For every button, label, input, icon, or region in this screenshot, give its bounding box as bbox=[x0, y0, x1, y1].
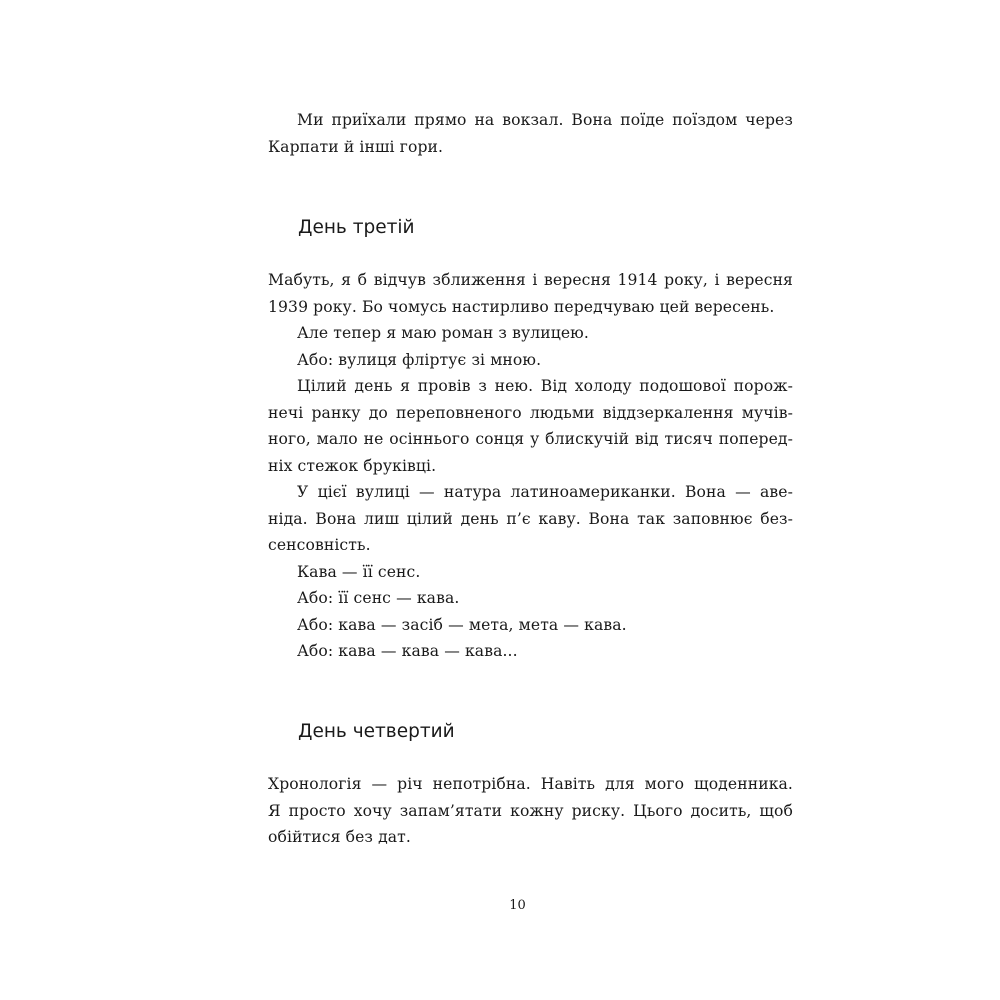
text-line: Або: її сенс — кава. bbox=[297, 589, 460, 607]
text-line: сенсовність. bbox=[268, 536, 371, 554]
text-line: ніда. Вона лиш цілий день п’є каву. Вона так заповнює без- bbox=[268, 509, 793, 528]
text-line: Ми приїхали прямо на вокзал. Вона поїде поїздом через bbox=[297, 111, 793, 129]
text-line: Але тепер я маю роман з вулицею. bbox=[297, 324, 589, 342]
text-line: ного, мало не осіннього сонця у блискучій від тисяч поперед- bbox=[268, 430, 793, 448]
text-line: Або: кава — кава — кава... bbox=[297, 642, 518, 660]
text-line: нечі ранку до переповненого людьми віддзеркалення мучів- bbox=[268, 403, 793, 422]
text-line: Я просто хочу запам’ятати кожну риску. Цього досить, щоб bbox=[268, 801, 793, 820]
paragraph-arrival bbox=[268, 107, 793, 160]
section-day-four-body bbox=[268, 771, 793, 851]
text-line: ніх стежок бруківці. bbox=[268, 456, 437, 475]
text-line: Кава — її сенс. bbox=[297, 562, 421, 581]
text-line: обійтися без дат. bbox=[268, 828, 411, 846]
text-line: Карпати й інші гори. bbox=[268, 137, 444, 156]
text-line: 1939 року. Бо чомусь настирливо передчуваю цей вересень. bbox=[268, 297, 775, 316]
section-heading-day-three: День третій bbox=[298, 217, 415, 238]
section-day-three-body bbox=[268, 267, 793, 665]
page-number: 10 bbox=[509, 898, 526, 913]
section-heading-day-four: День четвертий bbox=[298, 721, 455, 742]
text-line: Або: кава — засіб — мета, мета — кава. bbox=[297, 615, 627, 634]
text-line: Хронологія — річ непотрібна. Навіть для мого щоденника. bbox=[268, 775, 793, 793]
text-line: Або: вулиця фліртує зі мною. bbox=[297, 350, 542, 369]
text-line: Цілий день я провів з нею. Від холоду подошової порож- bbox=[297, 377, 793, 395]
text-line: У цієї вулиці — натура латиноамериканки. Вона — аве- bbox=[297, 483, 793, 501]
text-line: Мабуть, я б відчув зближення і вересня 1914 року, і вересня bbox=[268, 271, 793, 289]
